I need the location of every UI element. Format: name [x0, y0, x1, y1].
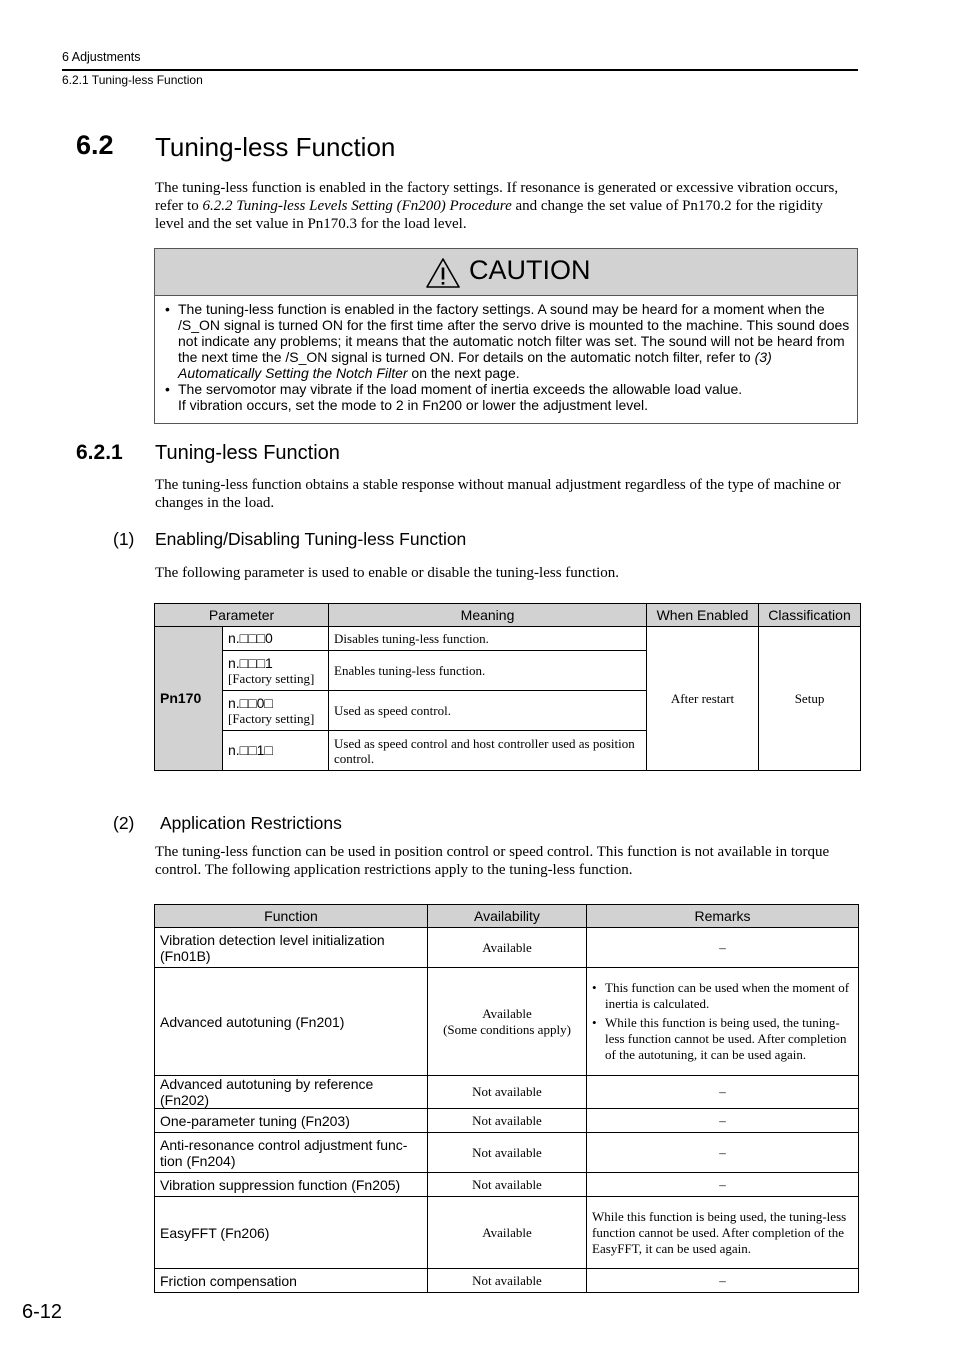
- availability: Available: [428, 928, 587, 968]
- remark-item: • This function can be used when the moment of inertia is calculated.: [592, 980, 850, 1011]
- table-header: Classification: [759, 604, 861, 627]
- running-header-chapter: 6 Adjustments: [62, 50, 141, 64]
- item-title: Application Restrictions: [160, 813, 342, 833]
- availability: Available: [428, 1197, 587, 1269]
- subsection-number: 6.2.1: [76, 441, 123, 464]
- parameter-name: Pn170: [155, 627, 223, 771]
- intro-cross-reference: 6.2.2 Tuning-less Levels Setting (Fn200) Procedure: [202, 198, 512, 214]
- header-rule: [62, 69, 858, 71]
- table-row: [155, 968, 859, 1076]
- parameter-meaning: Used as speed control.: [329, 691, 647, 731]
- parameter-meaning: Disables tuning-less function.: [329, 627, 647, 651]
- function-name: Anti-resonance control adjustment func-tion (Fn204): [155, 1133, 428, 1173]
- table-row: [155, 1133, 859, 1173]
- parameter-meaning: Used as speed control and host controller used as position control.: [329, 731, 647, 771]
- parameter-code: n.□□□0: [223, 627, 329, 651]
- remarks: –: [587, 1173, 859, 1197]
- page-number: 6-12: [22, 1301, 63, 1323]
- table-row: [155, 1269, 859, 1293]
- function-name: EasyFFT (Fn206): [155, 1197, 428, 1269]
- table-row: [155, 1173, 859, 1197]
- caution-title: CAUTION: [469, 255, 591, 285]
- table-header: Remarks: [587, 905, 859, 928]
- function-name: Friction compensation: [155, 1269, 428, 1293]
- parameter-meaning: Enables tuning-less function.: [329, 651, 647, 691]
- caution-item: • The servomotor may vibrate if the load moment of inertia exceeds the allowable load value. If vibration occurs, set the mode to 2 in Fn200 or lower the adjustment level.: [165, 381, 743, 413]
- item-title: Enabling/Disabling Tuning-less Function: [155, 529, 467, 549]
- table-header: Availability: [428, 905, 587, 928]
- function-name: Advanced autotuning by reference (Fn202): [155, 1076, 428, 1109]
- remarks: –: [587, 928, 859, 968]
- warning-triangle-icon: [426, 258, 460, 288]
- remarks: –: [587, 1269, 859, 1293]
- classification: Setup: [759, 627, 861, 771]
- remarks: –: [587, 1109, 859, 1133]
- availability: Available (Some conditions apply): [428, 968, 587, 1076]
- function-name: Vibration detection level initialization (Fn01B): [155, 928, 428, 968]
- availability: Not available: [428, 1173, 587, 1197]
- remarks: While this function is being used, the tuning-less function cannot be used. After completion of the EasyFFT, it can be used again.: [587, 1197, 859, 1269]
- table-row: [155, 1109, 859, 1133]
- remark-item: • While this function is being used, the tuning-less function cannot be used. After completion of the autotuning, it can be used again.: [592, 1015, 847, 1062]
- availability: Not available: [428, 1133, 587, 1173]
- caution-header: [155, 249, 857, 296]
- parameter-code: n.□□1□: [223, 731, 329, 771]
- table-header: Function: [155, 905, 428, 928]
- table-row: [155, 1076, 859, 1109]
- item-number: (1): [113, 529, 135, 549]
- table-row: [155, 627, 861, 651]
- caution-item: • The tuning-less function is enabled in the factory settings. A sound may be heard for a moment when the /S_ON signal is turned ON for the first time after the servo drive is mounted to the machine. This sound does not indicate any problems; it means that the automatic notch filter was set. The sound will not be heard from the next time the /S_ON signal is turned ON. For details on the automatic notch filter, refer to (3) Automatically Setting the Notch Filter on the next page.: [165, 301, 850, 381]
- item-paragraph: The following parameter is used to enable or disable the tuning-less function.: [155, 565, 620, 581]
- function-name: One-parameter tuning (Fn203): [155, 1109, 428, 1133]
- availability: Not available: [428, 1109, 587, 1133]
- intro-paragraph: The tuning-less function is enabled in the factory settings. If resonance is generated or excessive vibration occurs, refer to 6.2.2 Tuning-less Levels Setting (Fn200) Procedure and change the set value of Pn170.2 for the rigidity level and the set value in Pn170.3 for the load level.: [155, 180, 839, 232]
- parameter-table: [154, 603, 861, 771]
- remarks: –: [587, 1133, 859, 1173]
- table-header: When Enabled: [647, 604, 759, 627]
- caution-cross-reference: (3) Automatically Setting the Notch Filter: [178, 349, 772, 381]
- table-header: Meaning: [329, 604, 647, 627]
- table-header: Parameter: [155, 604, 329, 627]
- section-title: Tuning-less Function: [155, 132, 396, 162]
- section-number: 6.2: [76, 130, 114, 160]
- when-enabled: After restart: [647, 627, 759, 771]
- subsection-paragraph: The tuning-less function obtains a stable response without manual adjustment regardless of the type of machine or changes in the load.: [155, 477, 841, 511]
- caution-body: [155, 296, 857, 413]
- remarks: [587, 968, 859, 1076]
- table-row: [155, 1197, 859, 1269]
- availability: Not available: [428, 1076, 587, 1109]
- item-number: (2): [113, 813, 135, 833]
- availability: Not available: [428, 1269, 587, 1293]
- parameter-code: n.□□□1 [Factory setting]: [223, 651, 329, 691]
- restrictions-table: [154, 904, 859, 1293]
- running-header-section: 6.2.1 Tuning-less Function: [62, 73, 203, 87]
- function-name: Advanced autotuning (Fn201): [155, 968, 428, 1076]
- caution-box: [154, 248, 858, 424]
- parameter-code: n.□□0□ [Factory setting]: [223, 691, 329, 731]
- subsection-title: Tuning-less Function: [155, 442, 340, 464]
- remarks: –: [587, 1076, 859, 1109]
- function-name: Vibration suppression function (Fn205): [155, 1173, 428, 1197]
- table-row: [155, 928, 859, 968]
- item-paragraph: The tuning-less function can be used in position control or speed control. This function is not available in torque control. The following application restrictions apply to the tuning-less function.: [155, 844, 830, 878]
